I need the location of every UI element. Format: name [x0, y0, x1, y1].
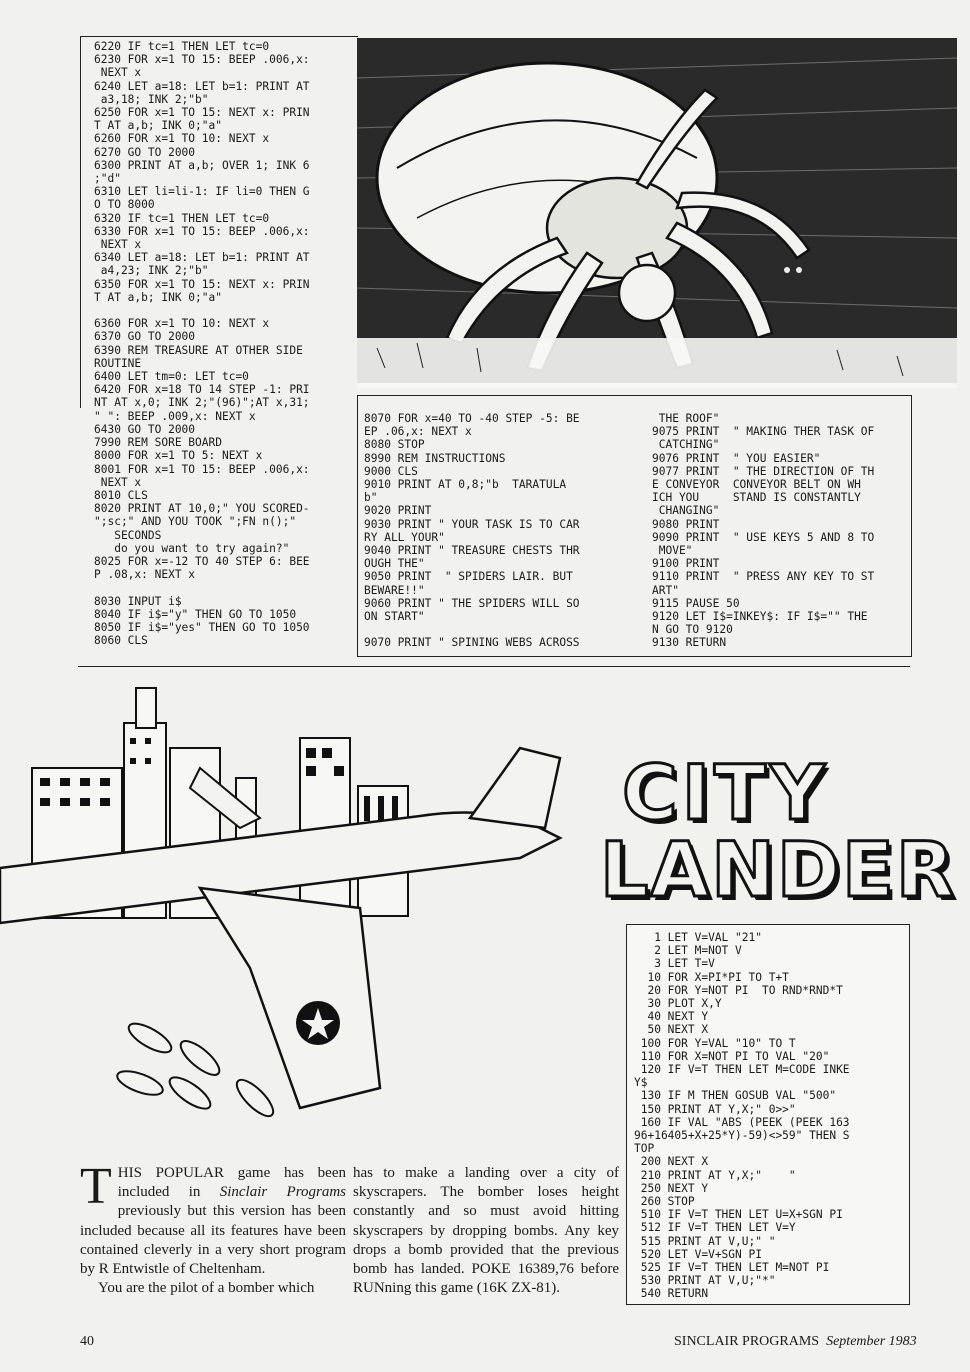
- code-line: NEXT x: [94, 475, 142, 489]
- code-line: 10 FOR X=PI*PI TO T+T: [634, 970, 789, 984]
- code-line: 50 NEXT X: [634, 1023, 709, 1037]
- code-line: 510 IF V=T THEN LET U=X+SGN PI: [634, 1208, 843, 1222]
- code-line: 1 LET V=VAL "21": [634, 931, 762, 944]
- code-line: 6340 LET a=18: LET b=1: PRINT AT: [94, 251, 310, 265]
- code-line: ON START": [364, 610, 425, 624]
- code-line: 9010 PRINT AT 0,8;"b TARATULA: [364, 478, 567, 492]
- code-line: 150 PRINT AT Y,X;" 0>>": [634, 1102, 796, 1116]
- code-line: 9000 CLS: [364, 464, 418, 478]
- code-line: 2 LET M=NOT V: [634, 944, 742, 958]
- code-line: 6320 IF tc=1 THEN LET tc=0: [94, 211, 270, 225]
- code-line: ";sc;" AND YOU TOOK ";FN n();": [94, 515, 297, 529]
- article-title: [600, 748, 957, 915]
- code-line: 9070 PRINT " SPINING WEBS ACROSS: [364, 636, 580, 650]
- code-line: 9060 PRINT " THE SPIDERS WILL SO: [364, 596, 580, 610]
- code-line: RY ALL YOUR": [364, 530, 445, 544]
- code-line: O TO 8000: [94, 198, 155, 212]
- code-line: 8040 IF i$="y" THEN GO TO 1050: [94, 607, 297, 621]
- page-number: 40: [80, 1334, 94, 1349]
- code-line: 200 NEXT X: [634, 1155, 709, 1169]
- code-line: [94, 581, 310, 594]
- code-listing-middle-column-2: [652, 412, 874, 650]
- code-line: 8001 FOR x=1 TO 15: BEEP .006,x:: [94, 462, 310, 476]
- code-line: 6230 FOR x=1 TO 15: BEEP .006,x:: [94, 53, 310, 67]
- code-line: 9110 PRINT " PRESS ANY KEY TO ST: [652, 570, 875, 584]
- code-line: 6400 LET tm=0: LET tc=0: [94, 370, 249, 384]
- code-line: 8050 IF i$="yes" THEN GO TO 1050: [94, 620, 310, 634]
- code-line: 3 LET T=V: [634, 957, 715, 971]
- code-line: 120 IF V=T THEN LET M=CODE INKE: [634, 1063, 850, 1077]
- article-magazine-name: Sinclair Programs: [219, 1184, 347, 1201]
- code-line: CHANGING": [652, 504, 720, 518]
- code-line: Y$: [634, 1076, 648, 1090]
- code-line: b": [364, 491, 378, 505]
- spider-illustration: [357, 38, 957, 388]
- code-line: 130 IF M THEN GOSUB VAL "500": [634, 1089, 837, 1103]
- code-line: 9020 PRINT: [364, 504, 432, 518]
- code-line: 512 IF V=T THEN LET V=Y: [634, 1221, 796, 1235]
- code-line: [94, 304, 310, 317]
- code-line: 6260 FOR x=1 TO 10: NEXT x: [94, 132, 270, 146]
- code-line: 8025 FOR x=-12 TO 40 STEP 6: BEE: [94, 554, 310, 568]
- code-line: NEXT x: [94, 66, 142, 80]
- code-line: 8020 PRINT AT 10,0;" YOU SCORED-: [94, 502, 310, 516]
- code-line: MOVE": [652, 544, 693, 558]
- title-line-1: CITY: [622, 748, 829, 837]
- code-line: 6240 LET a=18: LET b=1: PRINT AT: [94, 79, 310, 93]
- code-line: 40 NEXT Y: [634, 1010, 709, 1024]
- code-line: TOP: [634, 1142, 655, 1156]
- city-lander-code-listing: [634, 931, 850, 1301]
- section-divider: [78, 666, 910, 667]
- code-line: do you want to try again?": [94, 541, 290, 555]
- code-line: 210 PRINT AT Y,X;" ": [634, 1168, 796, 1182]
- footer-magazine-name: SINCLAIR PROGRAMS: [674, 1334, 820, 1349]
- code-line: 9100 PRINT: [652, 557, 720, 571]
- code-line: NEXT x: [94, 238, 142, 252]
- code-line: 250 NEXT Y: [634, 1181, 709, 1195]
- article-intro-lead: HIS POPULAR game has been included in: [117, 1165, 346, 1201]
- article-intro-rest: previously but this version has been included because all its features have been contained cleverly in a very short program by R Entwistle of Cheltenham.: [80, 1203, 346, 1278]
- code-line: 8010 CLS: [94, 488, 148, 502]
- code-line: 525 IF V=T THEN LET M=NOT PI: [634, 1261, 830, 1275]
- code-line: 9030 PRINT " YOUR TASK IS TO CAR: [364, 517, 580, 531]
- code-line: 9076 PRINT " YOU EASIER": [652, 451, 821, 465]
- code-line: ART": [652, 583, 679, 597]
- code-line: ROUTINE: [94, 356, 142, 370]
- code-line: 7990 REM SORE BOARD: [94, 436, 222, 450]
- drop-cap: T: [80, 1158, 112, 1215]
- code-line: 520 LET V=V+SGN PI: [634, 1247, 762, 1261]
- code-line: 160 IF VAL "ABS (PEEK (PEEK 163: [634, 1115, 850, 1129]
- code-line: OUGH THE": [364, 557, 425, 571]
- code-listing-middle-column-1: [364, 412, 580, 650]
- code-line: BEWARE!!": [364, 583, 425, 597]
- code-line: ICH YOU STAND IS CONSTANTLY: [652, 491, 861, 505]
- code-line: 540 RETURN: [634, 1287, 709, 1301]
- code-line: 6350 FOR x=1 TO 15: NEXT x: PRIN: [94, 277, 310, 291]
- code-line: 8060 CLS: [94, 634, 148, 648]
- code-line: " ": BEEP .009,x: NEXT x: [94, 409, 256, 423]
- code-line: 8990 REM INSTRUCTIONS: [364, 451, 506, 465]
- code-line: 9120 LET I$=INKEY$: IF I$="" THE: [652, 610, 868, 624]
- code-line: 8070 FOR x=40 TO -40 STEP -5: BE: [364, 412, 580, 425]
- bomber-city-illustration: [0, 668, 610, 1163]
- code-line: 110 FOR X=NOT PI TO VAL "20": [634, 1049, 830, 1063]
- code-line: T AT a,b; INK 0;"a": [94, 290, 222, 304]
- footer-issue-date: September 1983: [826, 1334, 917, 1349]
- code-line: 6300 PRINT AT a,b; OVER 1; INK 6: [94, 158, 310, 172]
- code-line: 6360 FOR x=1 TO 10: NEXT x: [94, 317, 270, 331]
- code-line: 30 PLOT X,Y: [634, 997, 722, 1011]
- code-line: 96+16405+X+25*Y)-59)<>59" THEN S: [634, 1129, 850, 1143]
- code-line: 515 PRINT AT V,U;" ": [634, 1234, 776, 1248]
- code-listing-top-left: [94, 40, 310, 647]
- code-line: SECONDS: [94, 528, 162, 542]
- code-line: 9050 PRINT " SPIDERS LAIR. BUT: [364, 570, 573, 584]
- article-paragraph-2: You are the pilot of a bomber which: [98, 1280, 315, 1297]
- code-line: 8080 STOP: [364, 438, 425, 452]
- code-line: T AT a,b; INK 0;"a": [94, 119, 222, 133]
- code-line: 6370 GO TO 2000: [94, 330, 196, 344]
- code-line: THE ROOF": [652, 412, 720, 425]
- code-line: 9040 PRINT " TREASURE CHESTS THR: [364, 544, 580, 558]
- code-line: 530 PRINT AT V,U;"*": [634, 1274, 776, 1288]
- code-line: 6250 FOR x=1 TO 15: NEXT x: PRIN: [94, 106, 310, 120]
- code-line: 9130 RETURN: [652, 636, 727, 650]
- code-line: EP .06,x: NEXT x: [364, 425, 472, 439]
- title-line-2: LANDER: [600, 825, 957, 914]
- code-line: CATCHING": [652, 438, 720, 452]
- code-line: 260 STOP: [634, 1195, 695, 1209]
- code-line: a3,18; INK 2;"b": [94, 92, 209, 106]
- code-line: 9090 PRINT " USE KEYS 5 AND 8 TO: [652, 530, 875, 544]
- code-line: 6270 GO TO 2000: [94, 145, 196, 159]
- code-line: NT AT x,0; INK 2;"(96)";AT x,31;: [94, 396, 310, 410]
- article-column-1: [80, 1158, 347, 1298]
- code-line: P .08,x: NEXT x: [94, 568, 196, 582]
- code-line: 8000 FOR x=1 TO 5: NEXT x: [94, 449, 263, 463]
- code-line: 100 FOR Y=VAL "10" TO T: [634, 1036, 796, 1050]
- code-line: 9075 PRINT " MAKING THER TASK OF: [652, 425, 875, 439]
- code-line: 9115 PAUSE 50: [652, 596, 740, 610]
- code-line: ;"d": [94, 172, 121, 186]
- code-line: a4,23; INK 2;"b": [94, 264, 209, 278]
- code-line: E CONVEYOR CONVEYOR BELT ON WH: [652, 478, 861, 492]
- code-line: 20 FOR Y=NOT PI TO RND*RND*T: [634, 983, 843, 997]
- code-line: 6420 FOR x=18 TO 14 STEP -1: PRI: [94, 383, 310, 397]
- code-line: N GO TO 9120: [652, 623, 733, 637]
- article-column-2: has to make a landing over a city of skyscrapers. The bomber loses height constantly and so must avoid hitting skyscrapers by dropping bombs. Any key drops a bomb provided that the previous bomb has landed. POKE 16389,76 before RUNning this game (16K ZX-81).: [353, 1165, 619, 1297]
- code-line: 6390 REM TREASURE AT OTHER SIDE: [94, 343, 303, 357]
- code-line: [364, 623, 580, 636]
- footer-magazine: [674, 1334, 917, 1350]
- code-line: 9077 PRINT " THE DIRECTION OF TH: [652, 464, 875, 478]
- code-line: 8030 INPUT i$: [94, 594, 182, 608]
- code-line: 9080 PRINT: [652, 517, 720, 531]
- code-line: 6220 IF tc=1 THEN LET tc=0: [94, 40, 270, 53]
- code-line: 6310 LET li=li-1: IF li=0 THEN G: [94, 185, 310, 199]
- code-line: 6330 FOR x=1 TO 15: BEEP .006,x:: [94, 224, 310, 238]
- code-line: 6430 GO TO 2000: [94, 422, 196, 436]
